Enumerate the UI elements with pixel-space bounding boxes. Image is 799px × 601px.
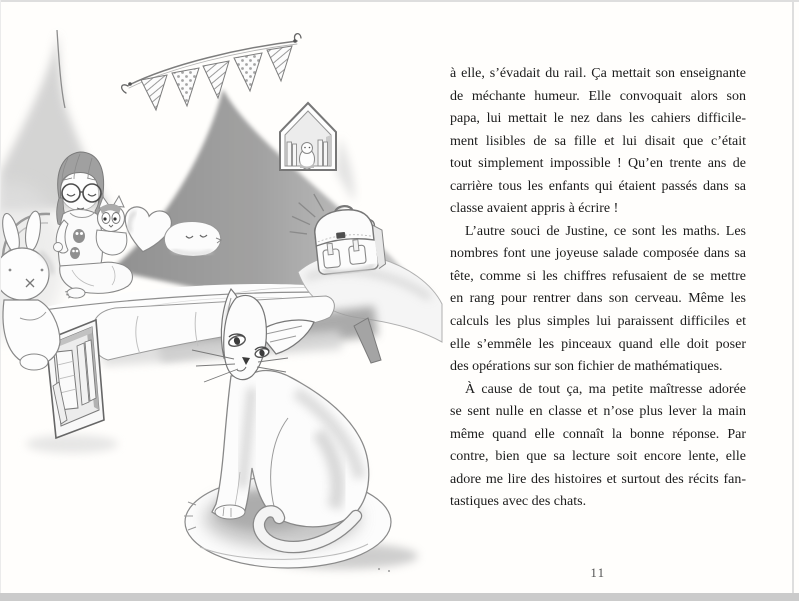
frame-right-edge <box>792 0 794 593</box>
page-number: 11 <box>590 566 606 580</box>
text-line: ment lisibles de sa fille et lui disait que c’était <box>450 133 746 149</box>
text-line: papa, lui mettait le nez dans les cahiers difficile- <box>450 111 746 127</box>
pennant-flag <box>172 68 199 106</box>
satchel-clasp <box>336 232 346 239</box>
text-line: nombres font une joyeuse salade composée dans sa <box>450 246 746 262</box>
text-line: L’autre souci de Justine, ce sont les maths. Les <box>465 223 746 239</box>
text-line: tête, comme si les chiffres refusaient de se mettre <box>450 268 746 284</box>
text-line: en rang pour rentrer dans son cerveau. Même les <box>450 291 746 307</box>
garland-hook-left <box>122 85 128 93</box>
text-line: des opérations sur son fichier de mathématiques. <box>450 359 723 375</box>
pennant-flag <box>267 46 292 81</box>
text-line: carrière tous les enfants qui étaient passés dans sa <box>450 178 746 194</box>
text-line: se sent nulle en classe et n’ose plus lever la main <box>450 404 746 420</box>
sleeping-pillow <box>164 221 221 256</box>
text-line: calculs les plus simples lui paraissent difficiles et <box>450 314 746 330</box>
text-line: à elle, s’évadait du rail. Ça mettait son enseignante <box>450 66 746 81</box>
text-line: contre, bien que sa lecture soit encore lente, elle <box>450 449 746 465</box>
pennant-flag <box>203 61 229 98</box>
text-line: tastiques avec des chats. <box>450 494 587 510</box>
bedroom-illustration <box>0 2 445 598</box>
text-line: classe avaient appris à écrire ! <box>450 201 619 217</box>
shelf-doll <box>300 143 315 170</box>
pennant-flag <box>234 53 262 91</box>
text-line: adore me lire des histoires et surtout des récits fan- <box>450 471 746 487</box>
frame-top-edge <box>0 0 799 2</box>
pennant-flag <box>141 75 167 110</box>
bunny-foot <box>20 354 48 370</box>
text-line: À cause de tout ça, ma petite maîtresse adorée <box>465 381 746 397</box>
plush-cat-toy <box>96 196 127 255</box>
window-bottom-edge <box>0 593 799 601</box>
cat-paw <box>215 505 245 519</box>
girl-foot <box>67 288 85 298</box>
bed-leg <box>354 318 381 363</box>
story-text <box>450 63 746 514</box>
bunting-garland <box>122 34 301 110</box>
pencil-specks <box>378 568 390 572</box>
text-line: tout simplement impossible ! Qu’en trente ans de <box>450 156 746 172</box>
text-line: de méchante humeur. Elle convoquait alors son <box>450 88 746 104</box>
girl-hand <box>54 243 63 252</box>
text-line: même quand elle connaît la bonne réponse. Par <box>450 426 746 442</box>
frame-left-edge <box>0 0 1 593</box>
text-line: elle s’emmêle les pinceaux quand elle doit poser <box>450 336 746 352</box>
